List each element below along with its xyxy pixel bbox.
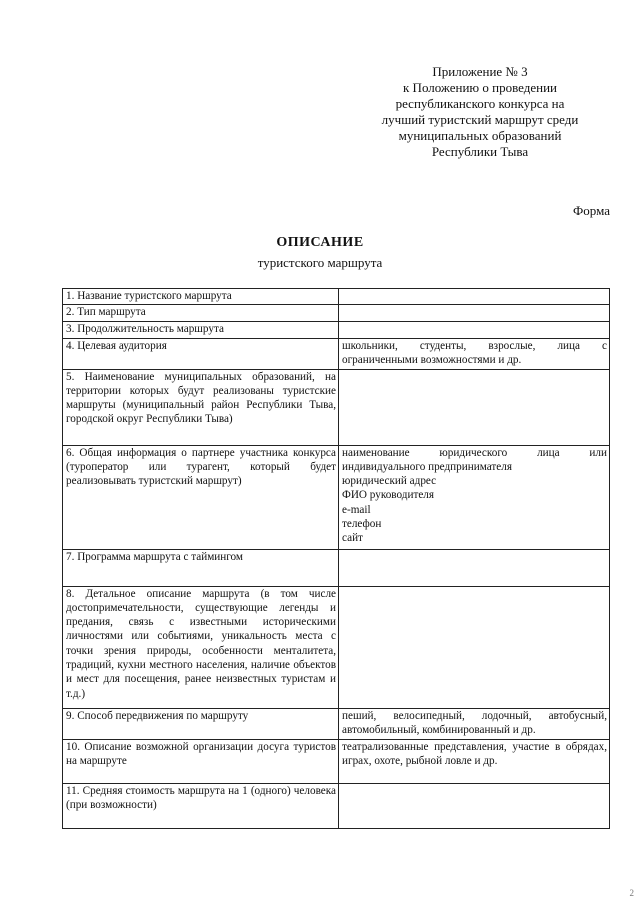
- table-row: [63, 369, 610, 445]
- row-value-duration: [339, 321, 610, 338]
- row-value-municipalities: [339, 369, 610, 445]
- row-label-average-cost: 11. Средняя стоимость маршрута на 1 (одного) человека (при возможности): [63, 783, 339, 828]
- row-value-average-cost: [339, 783, 610, 828]
- appendix-line: к Положению о проведении: [402, 80, 558, 95]
- partner-field: телефон: [342, 518, 382, 531]
- row-label-duration: 3. Продолжительность маршрута: [63, 321, 339, 338]
- row-label-detailed-description: 8. Детальное описание маршрута (в том числе достопримечательности, существующие легенды и предания, связь с известными историческими личностями или событиями, уникальность места с точки зрения природы, особенности менталитета, традиций, кухни местного населения, наличие объектов и мест для посещения, ранее неизвестных туристам и т.д.): [63, 586, 339, 708]
- page-number: 2: [629, 888, 634, 898]
- row-value-partner-info: [339, 445, 610, 549]
- row-value-program: [339, 549, 610, 586]
- table-row: [63, 708, 610, 739]
- appendix-line: муниципальных образований: [398, 128, 562, 143]
- row-label-leisure: 10. Описание возможной организации досуга туристов на маршруте: [63, 739, 339, 783]
- form-label: Форма: [573, 203, 610, 218]
- table-row: [63, 586, 610, 708]
- appendix-line: республиканского конкурса на: [395, 96, 565, 111]
- row-value-target-audience: школьники, студенты, взрослые, лица с ограниченными возможностями и др.: [339, 338, 610, 369]
- row-label-partner-info: 6. Общая информация о партнере участника конкурса (туроператор или турагент, который будет реализовывать туристский маршрут): [63, 445, 339, 549]
- row-label-target-audience: 4. Целевая аудитория: [63, 338, 339, 369]
- row-label-program: 7. Программа маршрута с таймингом: [63, 549, 339, 586]
- table-row: [63, 305, 610, 321]
- table-row: [63, 321, 610, 338]
- row-value-transport: пеший, велосипедный, лодочный, автобусный, автомобильный, комбинированный и др.: [339, 708, 610, 739]
- appendix-line: лучший туристский маршрут среди: [381, 112, 579, 127]
- table-row: [63, 783, 610, 828]
- row-value-route-type: [339, 305, 610, 321]
- table-row: [63, 338, 610, 369]
- table-row: [63, 445, 610, 549]
- partner-field: юридический адрес: [342, 475, 437, 488]
- appendix-header: [330, 64, 630, 160]
- row-value-route-name: [339, 289, 610, 305]
- partner-field: e-mail: [342, 503, 371, 516]
- partner-field: сайт: [342, 532, 363, 545]
- partner-field: наименование юридического лица или индивидуального предпринимателя: [342, 446, 607, 473]
- table-row: [63, 739, 610, 783]
- document-subtitle: туристского маршрута: [257, 255, 383, 270]
- table-row: [63, 549, 610, 586]
- appendix-line: Республики Тыва: [431, 144, 529, 159]
- row-label-route-name: 1. Название туристского маршрута: [63, 289, 339, 305]
- partner-field: ФИО руководителя: [342, 489, 435, 502]
- row-label-municipalities: 5. Наименование муниципальных образований, на территории которых будут реализованы туристские маршруты (муниципальный район Республики Тыва, городской округ Республики Тыва): [63, 369, 339, 445]
- route-description-table: [62, 288, 610, 829]
- row-value-leisure: театрализованные представления, участие в обрядах, играх, охоте, рыбной ловле и др.: [339, 739, 610, 783]
- appendix-line: Приложение № 3: [432, 64, 528, 79]
- table-row: [63, 289, 610, 305]
- document-title: ОПИСАНИЕ: [276, 235, 364, 250]
- row-value-detailed-description: [339, 586, 610, 708]
- row-label-route-type: 2. Тип маршрута: [63, 305, 339, 321]
- row-label-transport: 9. Способ передвижения по маршруту: [63, 708, 339, 739]
